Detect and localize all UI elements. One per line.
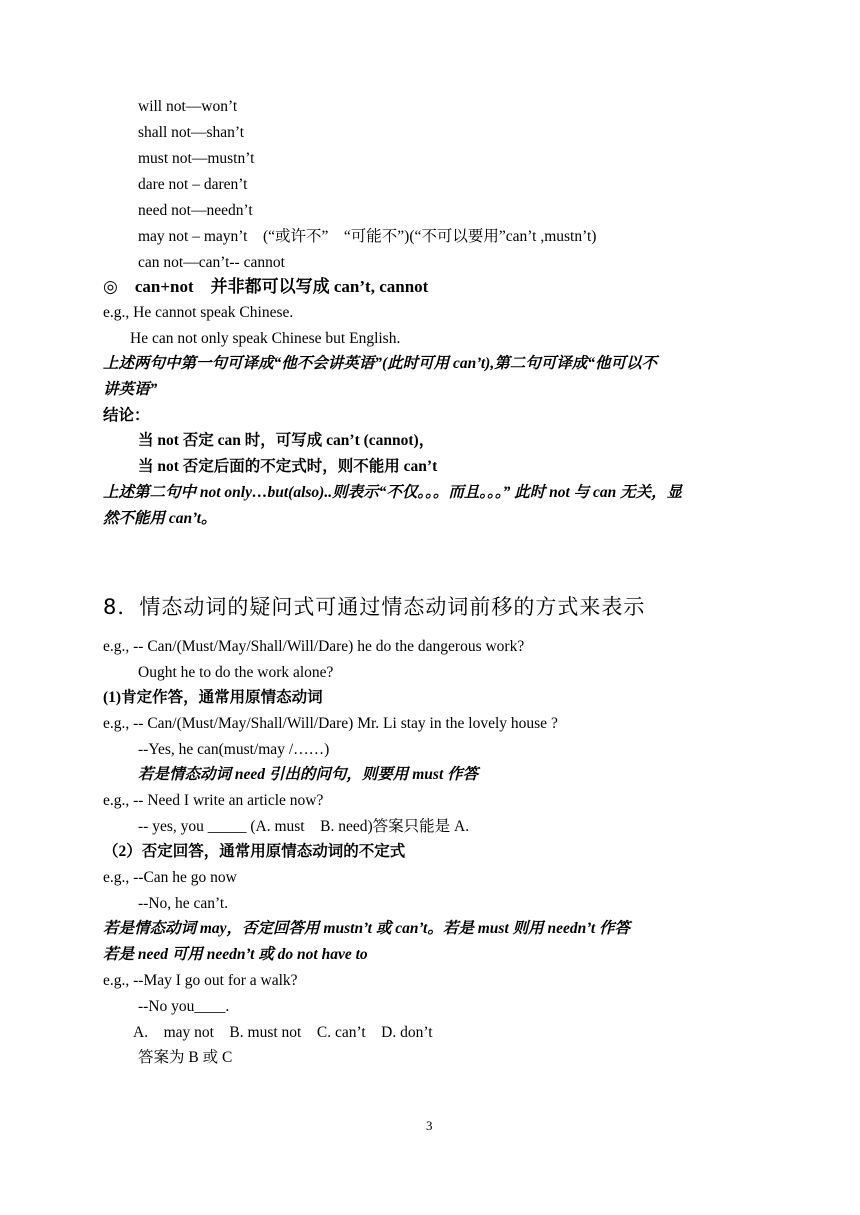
page-number: 3 (426, 1118, 433, 1133)
answer-options: A. may not B. must not C. can’t D. don’t (133, 1024, 433, 1041)
example-line: e.g., --Can he go now (103, 869, 237, 886)
note-heading: ◎ can+not 并非都可以写成 can’t, cannot (103, 277, 429, 296)
contraction-line: can not—can’t-- cannot (138, 254, 285, 271)
contraction-line: must not—mustn’t (138, 150, 255, 167)
example-line: -- yes, you _____ (A. must B. need)答案只能是 A. (138, 818, 470, 835)
example-line: e.g., -- Can/(Must/May/Shall/Will/Dare) he do the dangerous work? (103, 638, 525, 655)
note-line: 若是情态动词 need 引出的问句，则要用 must 作答 (138, 766, 479, 783)
contraction-line: need not—needn’t (138, 202, 253, 219)
section-heading: 8．情态动词的疑问式可通过情态动词前移的方式来表示 (103, 595, 646, 619)
contraction-line: shall not—shan’t (138, 124, 245, 141)
example-line: e.g., -- Need I write an article now? (103, 792, 324, 809)
explanation-line: 上述第二句中 not only…but(also)..则表示“不仅。。。而且。。。” 此时 not 与 can 无关，显 (103, 484, 683, 501)
example-line: e.g., -- Can/(Must/May/Shall/Will/Dare) Mr. Li stay in the lovely house ? (103, 715, 558, 732)
explanation-line: 讲英语” (103, 381, 158, 398)
conclusion-line: 当 not 否定 can 时，可写成 can’t (cannot)， (138, 432, 435, 449)
example-line: --Yes, he can(must/may /……) (138, 741, 330, 758)
example-line: e.g., He cannot speak Chinese. (103, 304, 294, 321)
note-line: 若是 need 可用 needn’t 或 do not have to (103, 946, 368, 963)
example-line: He can not only speak Chinese but English. (130, 330, 401, 347)
example-line: e.g., --May I go out for a walk? (103, 972, 298, 989)
answer-line: 答案为 B 或 C (138, 1049, 233, 1066)
contraction-line: may not – mayn’t (“或许不” “可能不”)(“不可以要用”can’t ,mustn’t) (138, 228, 597, 245)
conclusion-label: 结论： (103, 407, 150, 424)
conclusion-line: 当 not 否定后面的不定式时，则不能用 can’t (138, 458, 438, 475)
example-line: Ought he to do the work alone? (138, 664, 334, 681)
explanation-line: 然不能用 can’t。 (103, 510, 217, 527)
example-line: --No you____. (138, 998, 230, 1015)
example-line: --No, he can’t. (138, 895, 229, 912)
contraction-line: dare not – daren’t (138, 176, 248, 193)
contraction-line: will not—won’t (138, 98, 238, 115)
note-line: 若是情态动词 may，否定回答用 mustn’t 或 can’t。若是 must 则用 needn’t 作答 (103, 920, 631, 937)
explanation-line: 上述两句中第一句可译成“他不会讲英语”(此时可用 can’t),第二句可译成“他可以不 (103, 355, 657, 372)
subheading: （2）否定回答，通常用原情态动词的不定式 (103, 843, 406, 860)
subheading: (1)肯定作答，通常用原情态动词 (103, 689, 323, 706)
